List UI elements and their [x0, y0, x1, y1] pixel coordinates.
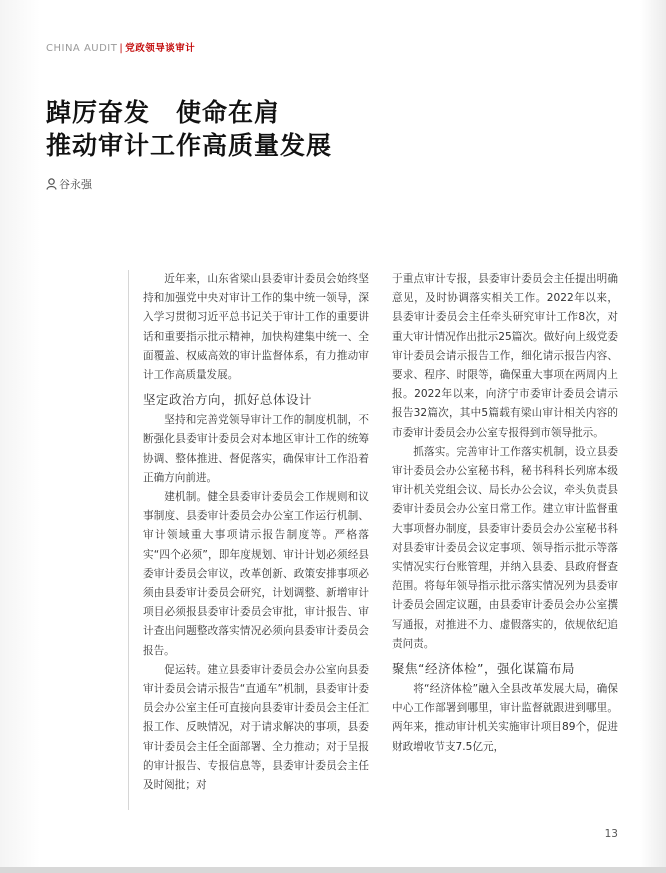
paragraph: 将“经济体检”融入全县改革发展大局，确保中心工作部署到哪里，审计监督就跟进到哪里。两年来，推动审计机关实施审计项目89个，促进财政增收节支7.5亿元， — [392, 683, 618, 753]
title-line-1: 踔厉奋发 使命在肩 — [46, 98, 281, 127]
author-name: 谷永强 — [59, 178, 92, 191]
paragraph: 近年来，山东省梁山县委审计委员会始终坚持和加强党中央对审计工作的集中统一领导，深入学习贯彻习近平总书记关于审计工作的重要讲话和重要指示批示精神，加快构建集中统一、全面覆盖、权威高效的审计监督体系，有力推动审计工作高质量发展。 — [143, 273, 369, 382]
running-header — [46, 40, 195, 54]
magazine-name: CHINA AUDIT — [46, 43, 118, 54]
author-byline — [46, 176, 92, 192]
section-heading: 坚定政治方向，抓好总体设计 — [143, 392, 313, 408]
paragraph: 促运转。建立县委审计委员会办公室向县委审计委员会请示报告“直通车”机制，县委审计委员会办公室主任可直接向县委审计委员会主任汇报工作、反映情况，对于请求解决的事项，县委审计委员会主任全面部署、全力推动；对于呈报的审计报告、专报信息等，县委审计委员会主任及时阅批；对 — [143, 663, 369, 792]
left-column — [143, 270, 369, 795]
paragraph: 于重点审计专报，县委审计委员会主任提出明确意见，及时协调落实相关工作。2022年以来，县委审计委员会主任牵头研究审计工作8次，对重大审计情况作出批示25篇次。做好向上级党委审计委员会请示报告工作，细化请示报告内容、要求、程序、时限等，确保重大事项在两周内上报。2022年以来，向济宁市委审计委员会请示报告32篇次，其中5篇载有梁山审计相关内容的市委审计委员会办公室专报得到市领导批示。 — [392, 273, 618, 439]
header-separator: | — [119, 43, 124, 54]
page-bottom-edge — [0, 867, 666, 873]
right-column — [392, 270, 618, 757]
article-title — [46, 96, 332, 162]
page-number: 13 — [604, 828, 618, 840]
paragraph: 坚持和完善党领导审计工作的制度机制，不断强化县委审计委员会对本地区审计工作的统筹协调、整体推进、督促落实，确保审计工作沿着正确方向前进。 — [143, 414, 369, 484]
paragraph: 建机制。健全县委审计委员会工作规则和议事制度、县委审计委员会办公室工作运行机制、审计领域重大事项请示报告制度等。严格落实“四个必须”，即年度规划、审计计划必须经县委审计委员会审议，改革创新、政策安排事项必须由县委审计委员会研究，计划调整、新增审计项目必须报县委审计委员会审批，审计报告、审计查出问题整改落实情况必须向县委审计委员会报告。 — [143, 491, 369, 657]
section-heading: 聚焦“经济体检”，强化谋篇布局 — [392, 661, 575, 677]
title-line-2: 推动审计工作高质量发展 — [46, 131, 333, 160]
section-name: 党政领导谈审计 — [125, 43, 196, 54]
column-rule — [128, 270, 129, 810]
person-icon — [46, 178, 59, 191]
paragraph: 抓落实。完善审计工作落实机制，设立县委审计委员会办公室秘书科，秘书科科长列席本级审计机关党组会议、局长办公会议，牵头负责县委审计委员会办公室日常工作。建立审计监督重大事项督办制度，县委审计委员会办公室秘书科对县委审计委员会议定事项、领导指示批示等落实情况实行台账管理，并纳入县委、县政府督查范围。将每年领导指示批示落实情况列为县委审计委员会固定议题，由县委审计委员会办公室撰写通报，对推进不力、虚假落实的，依规依纪追责问责。 — [392, 445, 618, 650]
